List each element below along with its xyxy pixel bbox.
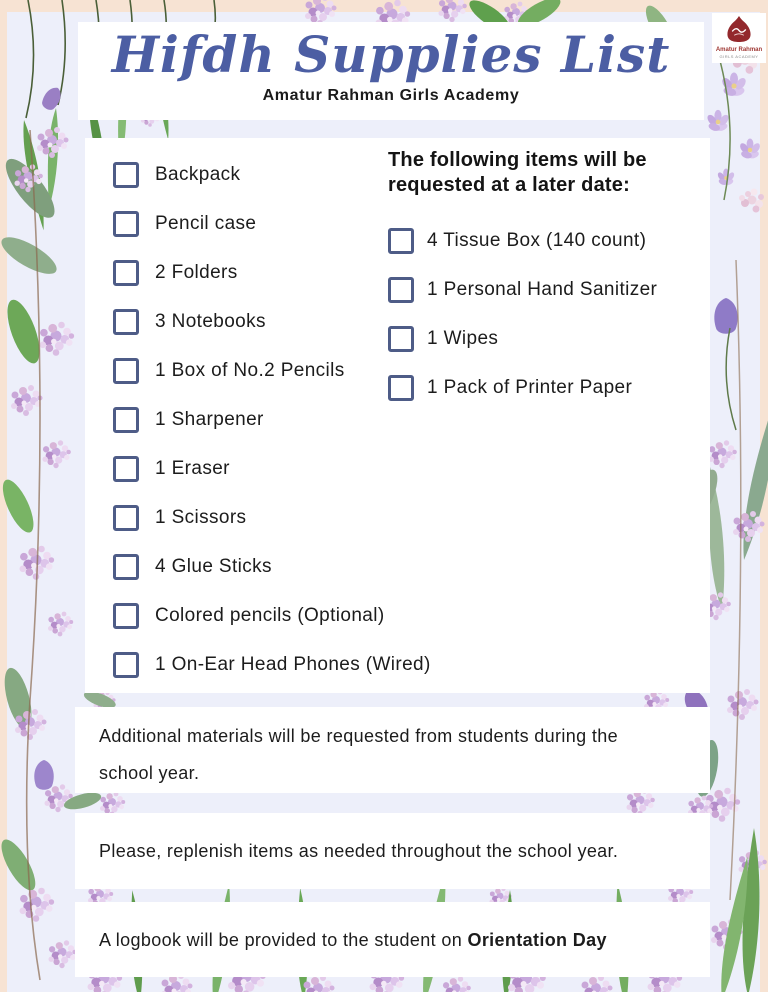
checklist-item-label: 1 Personal Hand Sanitizer bbox=[427, 278, 658, 300]
checkbox[interactable] bbox=[113, 211, 139, 237]
checklist-item bbox=[113, 640, 431, 689]
checkbox[interactable] bbox=[113, 358, 139, 384]
checklist-item-label: 2 Folders bbox=[155, 261, 238, 283]
checklist-item bbox=[113, 542, 431, 591]
checkbox[interactable] bbox=[113, 652, 139, 678]
checklist-item bbox=[388, 363, 700, 412]
checklist-item bbox=[113, 199, 431, 248]
later-items-section bbox=[388, 148, 700, 412]
checklist-item bbox=[388, 265, 700, 314]
note-text-bold: Orientation Day bbox=[467, 930, 607, 950]
supplies-checklist bbox=[113, 150, 431, 689]
checklist-item-label: 1 Scissors bbox=[155, 506, 247, 528]
checkbox[interactable] bbox=[388, 326, 414, 352]
checklist-item-label: 1 Wipes bbox=[427, 327, 499, 349]
later-items-heading: The following items will be requested at a later date: bbox=[388, 149, 647, 196]
checklist-item bbox=[388, 314, 700, 363]
checklist-item bbox=[113, 297, 431, 346]
checklist-item bbox=[113, 346, 431, 395]
page-subtitle: Amatur Rahman Girls Academy bbox=[262, 87, 520, 104]
checklist-item bbox=[113, 493, 431, 542]
checklist-item-label: 4 Glue Sticks bbox=[155, 555, 272, 577]
checklist-item bbox=[113, 591, 431, 640]
note-additional-materials bbox=[75, 707, 710, 793]
note-text-prefix: A logbook will be provided to the student on bbox=[99, 930, 468, 950]
note-text bbox=[99, 922, 686, 959]
note-replenish bbox=[75, 813, 710, 889]
checkbox[interactable] bbox=[113, 505, 139, 531]
checklist-item-label: 1 Eraser bbox=[155, 457, 230, 479]
checkbox[interactable] bbox=[113, 456, 139, 482]
checklist-item bbox=[388, 216, 700, 265]
checkbox[interactable] bbox=[388, 375, 414, 401]
checkbox[interactable] bbox=[388, 277, 414, 303]
checklist-item-label: Backpack bbox=[155, 163, 241, 185]
checklist-item-label: 1 Pack of Printer Paper bbox=[427, 376, 633, 398]
checkbox[interactable] bbox=[113, 554, 139, 580]
checklist-item-label: 1 On-Ear Head Phones (Wired) bbox=[155, 653, 431, 675]
logo-name: Amatur Rahman bbox=[715, 47, 763, 53]
checkbox[interactable] bbox=[113, 260, 139, 286]
checkbox[interactable] bbox=[388, 228, 414, 254]
logo-emblem-icon bbox=[724, 15, 754, 42]
supplies-card bbox=[85, 138, 710, 693]
checklist-item bbox=[113, 395, 431, 444]
checklist-item bbox=[113, 248, 431, 297]
checkbox[interactable] bbox=[113, 309, 139, 335]
checklist-item-label: 3 Notebooks bbox=[155, 310, 266, 332]
checkbox[interactable] bbox=[113, 603, 139, 629]
checklist-item bbox=[113, 150, 431, 199]
note-text: Additional materials will be requested from students during the school year. bbox=[99, 726, 618, 783]
checklist-item-label: 1 Box of No.2 Pencils bbox=[155, 359, 345, 381]
checkbox[interactable] bbox=[113, 162, 139, 188]
checklist-item-label: Pencil case bbox=[155, 212, 257, 234]
checklist-item bbox=[113, 444, 431, 493]
title-card bbox=[78, 22, 704, 120]
page-title: Hifdh Supplies List bbox=[111, 25, 671, 84]
note-logbook bbox=[75, 902, 710, 977]
academy-logo bbox=[712, 13, 766, 63]
checklist-item-label: Colored pencils (Optional) bbox=[155, 604, 385, 626]
checkbox[interactable] bbox=[113, 407, 139, 433]
checklist-item-label: 4 Tissue Box (140 count) bbox=[427, 229, 647, 251]
logo-tagline: GIRLS ACADEMY bbox=[719, 54, 759, 59]
checklist-item-label: 1 Sharpener bbox=[155, 408, 264, 430]
note-text: Please, replenish items as needed throughout the school year. bbox=[99, 841, 619, 861]
